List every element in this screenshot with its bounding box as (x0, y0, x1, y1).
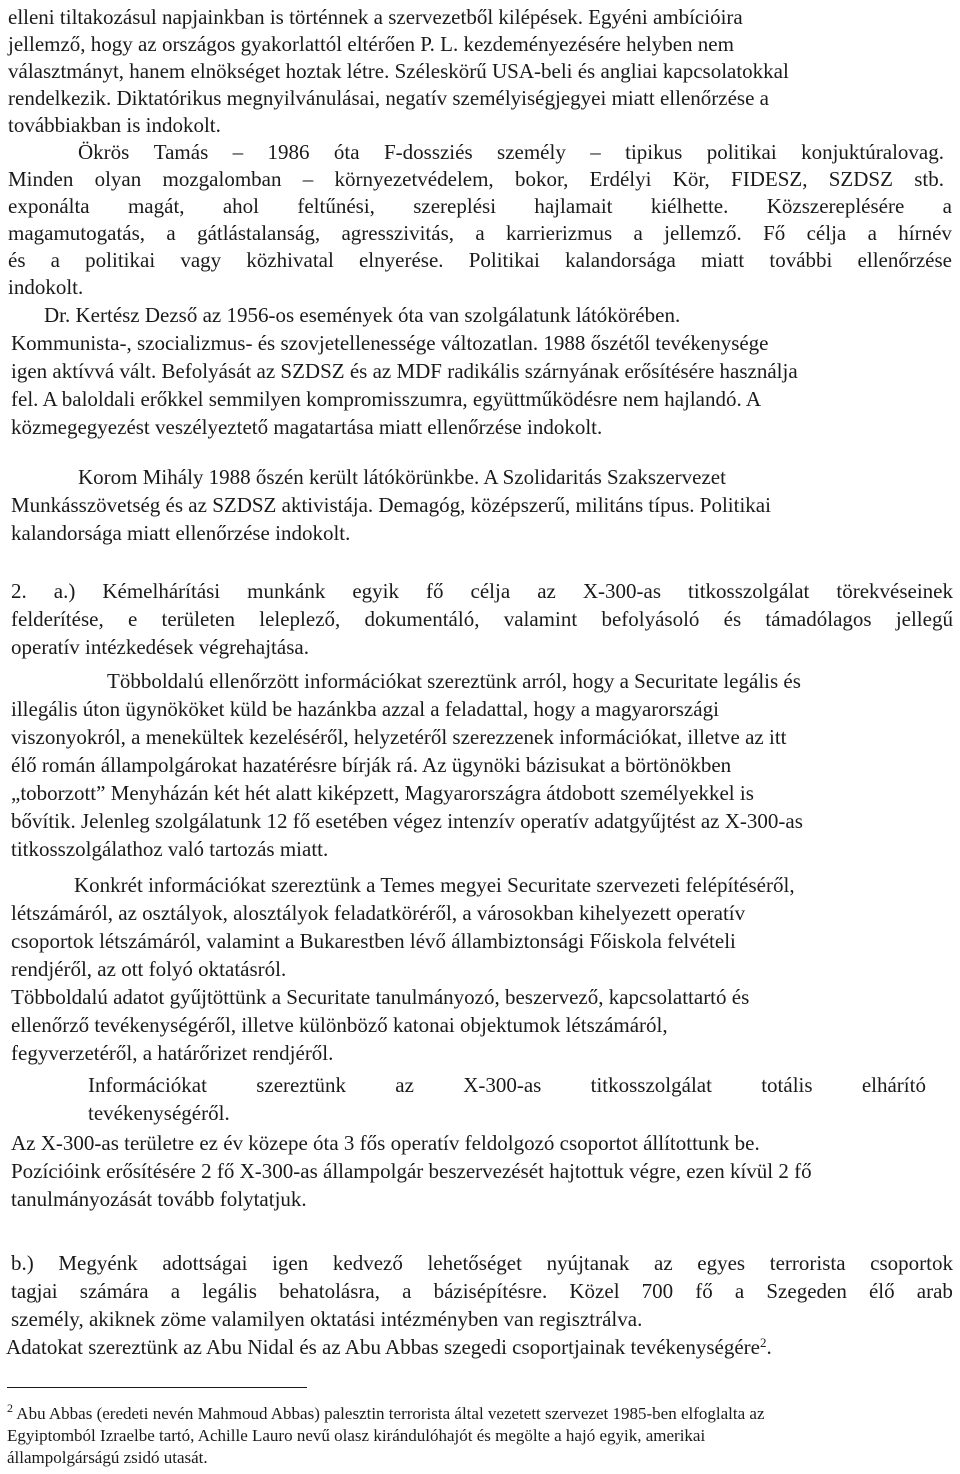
text-line: személy, akiknek zöme valamilyen oktatási intézményben van regisztrálva. (11, 1307, 643, 1331)
word: – (590, 140, 601, 164)
word: stb. (914, 167, 944, 191)
text-line: továbbiakban is indokolt. (8, 113, 221, 137)
word: X-300-as (582, 579, 662, 603)
word: a (402, 1279, 412, 1303)
word: a (166, 221, 176, 245)
text-line-justified (8, 220, 952, 246)
word: támadólagos (765, 607, 872, 631)
text-line: igen aktívvá vált. Befolyását az SZDSZ és az MDF radikális szárnyának erősítésére használja (11, 359, 798, 383)
text-line: választmányt, hanem elnökséget hoztak létre. Széleskörű USA-beli és angliai kapcsolatokkal (8, 59, 789, 83)
text-line-justified (11, 606, 953, 632)
footnote-line: állampolgárságú zsidó utasát. (7, 1448, 208, 1467)
word: hírnév (898, 221, 952, 245)
word: ahol (222, 194, 260, 218)
word: tagjai (11, 1279, 58, 1303)
word: bokor, (514, 167, 569, 191)
word: közhivatal (246, 248, 334, 272)
word: Minden (8, 167, 74, 191)
word: Szegeden (766, 1279, 847, 1303)
word: – (232, 140, 244, 164)
word: csoportok (870, 1251, 953, 1275)
word: totális (761, 1073, 813, 1097)
word: és (723, 607, 742, 631)
word: a (867, 221, 877, 245)
text-line: létszámáról, az osztályok, alosztályok feladatköréről, a városokban kihelyezett operatív (11, 901, 746, 925)
word: konjuktúralovag. (801, 140, 944, 164)
word: mozgalomban (162, 167, 282, 191)
text-line: Munkásszövetség és az SZDSZ aktivistája. Demagóg, középszerű, militáns típus. Politikai (11, 493, 771, 517)
word: Közel (569, 1279, 620, 1303)
text-line: fegyverzetéről, a határőrizet rendjéről. (11, 1041, 334, 1065)
word: élő (868, 1279, 895, 1303)
text-line: élő román állampolgárokat hazatérésre bírják rá. Az ügynöki bázisukat a börtönökben (11, 753, 732, 777)
word: egyik (352, 579, 399, 603)
footnote-text: Abu Abbas (eredeti nevén Mahmoud Abbas) palesztin terrorista által vezetett szervezet 1985-ben elfoglalta az (13, 1404, 765, 1423)
word: a.) (53, 579, 76, 603)
text-line: . (766, 1335, 772, 1359)
text-line-justified (8, 193, 952, 219)
text-line: operatív intézkedések végrehajtása. (11, 635, 309, 659)
word: magát, (127, 194, 185, 218)
word: a (475, 221, 485, 245)
text-line: Korom Mihály 1988 őszén került látókörünkbe. A Szolidaritás Szakszervezet (78, 465, 726, 489)
word: személy (497, 140, 566, 164)
text-line: indokolt. (8, 275, 84, 299)
footnote-line (7, 1403, 765, 1424)
text-line-justified (8, 166, 944, 192)
text-line: illegális úton ügynököket küld be hazánkba azzal a feladattal, hogy a magyarországi (11, 697, 719, 721)
text-line: Kommunista-, szocializmus- és szovjetellenessége változatlan. 1988 őszétől tevékenysége (11, 331, 769, 355)
footnote-line: Egyiptomból Izraelbe tartó, Achille Lauro nevű olasz kirándulóhajót és megölte a hajó egyik, amerikai (7, 1426, 706, 1445)
text-line: titkosszolgálathoz való tartozás miatt. (11, 837, 329, 861)
word: célja (470, 579, 511, 603)
word: fő (695, 1279, 713, 1303)
word: fő (426, 579, 444, 603)
word: SZDSZ (828, 167, 893, 191)
word: Politikai (468, 248, 540, 272)
word: szereztünk (256, 1073, 347, 1097)
text-line: Konkrét információkat szereztünk a Temes megyei Securitate szervezeti felépítéséről, (74, 873, 795, 897)
word: a (170, 1279, 181, 1303)
word: Kör, (672, 167, 710, 191)
word: arab (916, 1279, 953, 1303)
word: célja (806, 221, 847, 245)
text-line: Adatokat szereztünk az Abu Nidal és az Abu Abbas szegedi csoportjainak tevékenységére (6, 1335, 760, 1359)
word: környezetvédelem, (334, 167, 494, 191)
word: a (50, 248, 60, 272)
text-line: viszonyokról, a menekültek kezeléséről, helyzetéről szerezzenek információkat, illetve az itt (11, 725, 787, 749)
word: legális (202, 1279, 257, 1303)
word: egyes (697, 1251, 746, 1275)
text-line: tanulmányozását tovább folytatjuk. (11, 1187, 307, 1211)
word: exponálta (8, 194, 90, 218)
text-line: kalandorsága miatt ellenőrzése indokolt. (11, 521, 351, 545)
text-line: bővítik. Jelenleg szolgálatunk 12 fő esetében végez intenzív operatív adatgyűjtést az X-300-as (11, 809, 803, 833)
word: elhárító (861, 1073, 926, 1097)
text-line: rendjéről, az ott folyó oktatásról. (11, 957, 287, 981)
word: valamint (503, 607, 578, 631)
word: FIDESZ, (731, 167, 808, 191)
text-line-justified (11, 1278, 953, 1304)
word: a (633, 221, 643, 245)
word: b.) (11, 1251, 34, 1275)
word: további (769, 248, 833, 272)
text-line-with-footnote-ref (6, 1334, 772, 1360)
word: 1986 (267, 140, 310, 164)
word: területen (161, 607, 235, 631)
word: az (654, 1251, 673, 1275)
text-line: elleni tiltakozásul napjainkban is történnek a szervezetből kilépések. Egyéni ambícióira (8, 5, 743, 29)
text-line: tevékenységéről. (88, 1101, 230, 1125)
word: politikai (706, 140, 777, 164)
word: igen (272, 1251, 309, 1275)
text-line: Az X-300-as területre ez év közepe óta 3 fős operatív feldolgozó csoportot állítottunk be. (11, 1131, 760, 1155)
word: az (537, 579, 556, 603)
footnote-separator (7, 1387, 307, 1388)
word: X-300-as (463, 1073, 542, 1097)
word: jellegű (895, 607, 953, 631)
footnote-reference: 2 (759, 1335, 767, 1350)
word: jellemző. (664, 221, 742, 245)
text-line: ellenőrző tevékenységéről, illetve különböző katonai objektumok létszámáról, (11, 1013, 668, 1037)
word: nyújtanak (546, 1251, 630, 1275)
word: kedvező (332, 1251, 403, 1275)
word: vagy (180, 248, 222, 272)
text-line-justified (11, 1250, 953, 1276)
word: – (302, 167, 314, 191)
word: számára (79, 1279, 149, 1303)
word: magamutogatás, (8, 221, 146, 245)
text-line-justified (78, 139, 944, 165)
text-line: rendelkezik. Diktatórikus megnyilvánulásai, negatív személyiségjegyei miatt ellenőrzése a (8, 86, 769, 110)
word: politikai (85, 248, 156, 272)
word: 700 (641, 1279, 674, 1303)
text-line: fel. A baloldali erőkkel semmilyen kompromisszumra, együttműködésre nem hajlandó. A (11, 387, 762, 411)
text-line-justified (88, 1072, 926, 1098)
word: lehetőséget (427, 1251, 522, 1275)
word: Közszereplésére (766, 194, 905, 218)
word: hajlamait (534, 194, 613, 218)
word: gátlástalanság, (197, 221, 321, 245)
word: törekvéseinek (836, 579, 953, 603)
word: az (395, 1073, 414, 1097)
word: leleplező, (259, 607, 341, 631)
text-line: jellemző, hogy az országos gyakorlattól eltérően P. L. kezdeményezésére helyben nem (8, 32, 734, 56)
word: óta (333, 140, 360, 164)
footnote-marker: 2 (7, 1401, 13, 1415)
word: tipikus (625, 140, 683, 164)
word: karrierizmus (506, 221, 613, 245)
word: Ökrös (78, 140, 130, 164)
word: olyan (94, 167, 142, 191)
text-line-justified (11, 578, 953, 604)
word: Megyénk (58, 1251, 138, 1275)
word: terrorista (769, 1251, 846, 1275)
text-line: Többoldalú ellenőrzött információkat szereztünk arról, hogy a Securitate legális és (107, 669, 801, 693)
word: agresszivitás, (341, 221, 454, 245)
text-line: csoportok létszámáról, valamint a Bukarestben lévő állambiztonsági Főiskola felvételi (11, 929, 736, 953)
word: dokumentáló, (364, 607, 480, 631)
word: adottságai (162, 1251, 248, 1275)
word: Tamás (153, 140, 209, 164)
text-line: „toborzott” Menyházán két hét alatt kiképzett, Magyarországra átdobott személyekkel is (11, 781, 754, 805)
word: Információkat (88, 1073, 207, 1097)
word: bázisépítésre. (433, 1279, 548, 1303)
text-line: közmegegyezést veszélyeztető magatartása miatt ellenőrzése indokolt. (11, 415, 603, 439)
word: 2. (11, 579, 27, 603)
word: Fő (763, 221, 786, 245)
text-line: Többoldalú adatot gyűjtöttünk a Securitate tanulmányozó, beszervező, kapcsolattartó és (11, 985, 750, 1009)
word: elnyerése. (358, 248, 444, 272)
word: munkánk (247, 579, 326, 603)
word: Erdélyi (589, 167, 652, 191)
word: kiélhette. (650, 194, 729, 218)
word: e (127, 607, 138, 631)
word: kalandorsága (565, 248, 676, 272)
word: titkosszolgálat (688, 579, 810, 603)
word: a (942, 194, 952, 218)
word: felderítése, (11, 607, 104, 631)
word: feltűnési, (297, 194, 375, 218)
text-line: Pozícióink erősítésére 2 fő X-300-as állampolgár beszervezését hajtottuk végre, ezen kívül 2 fő (11, 1159, 812, 1183)
word: titkosszolgálat (590, 1073, 712, 1097)
word: ellenőrzése (857, 248, 952, 272)
word: szereplési (413, 194, 497, 218)
text-line: Dr. Kertész Dezső az 1956-os események óta van szolgálatunk látókörében. (44, 303, 681, 327)
word: F-dossziés (383, 140, 473, 164)
word: Kémelhárítási (102, 579, 221, 603)
word: és (8, 248, 26, 272)
word: miatt (701, 248, 745, 272)
word: a (734, 1279, 745, 1303)
word: behatolásra, (279, 1279, 380, 1303)
word: befolyásoló (601, 607, 700, 631)
text-line-justified (8, 247, 952, 273)
